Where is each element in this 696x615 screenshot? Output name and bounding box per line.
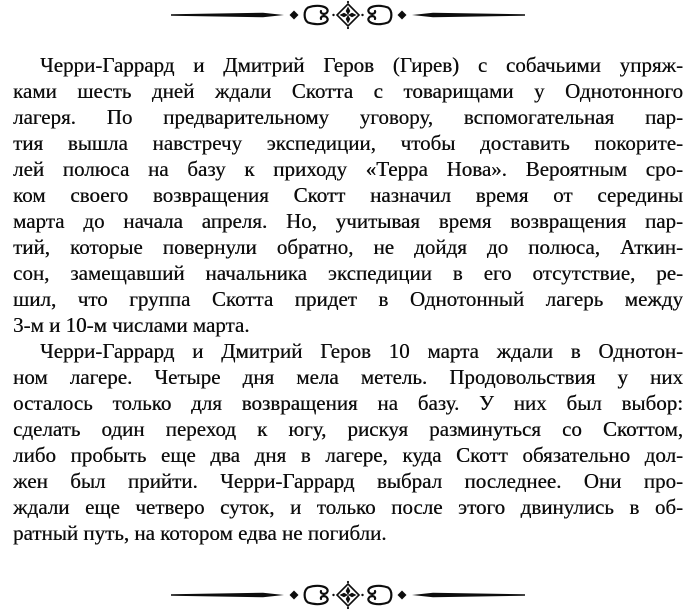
- text-line: ном лагере. Четыре дня мела метель. Продовольствия у них: [13, 365, 683, 389]
- fleuron-divider-icon: [168, 0, 528, 30]
- text-line: либо пробыть еще два дня в лагере, куда Скотт обязательно дол-: [13, 443, 683, 467]
- text-line: шил, что группа Скотта придет в Однотонный лагерь между: [13, 287, 683, 311]
- text-line: марта до начала апреля. Но, учитывая время возвращения пар-: [13, 209, 683, 233]
- text-line: сделать один переход к югу, рискуя разминуться со Скоттом,: [13, 417, 683, 441]
- text-line: ками шесть дней ждали Скотта с товарищами у Однотонного: [13, 79, 683, 103]
- text-line: ждали еще четверо суток, и только после этого двинулись в об-: [13, 495, 683, 519]
- text-line: тия вышла навстречу экспедиции, чтобы доставить покорите-: [13, 131, 683, 155]
- text-line: осталось только для возвращения на базу. У них был выбор:: [13, 391, 683, 415]
- text-line: ком своего возвращения Скотт назначил время от середины: [13, 183, 683, 207]
- text-line: ратный путь, на котором едва не погибли.: [13, 521, 387, 545]
- text-line: 3-м и 10-м числами марта.: [13, 313, 250, 337]
- body-text: [13, 52, 683, 546]
- text-line: Черри-Гаррард и Дмитрий Геров 10 марта ждали в Однотон-: [40, 339, 683, 363]
- text-line: лей полюса на базу к приходу «Терра Нова». Вероятным сро-: [13, 157, 683, 181]
- divider-ornament-bottom: [168, 580, 528, 610]
- text-line: тий, которые повернули обратно, не дойдя до полюса, Аткин-: [13, 235, 683, 259]
- text-line: сон, замещавший начальника экспедиции в его отсутствие, ре-: [13, 261, 683, 285]
- fleuron-divider-icon: [168, 580, 528, 610]
- divider-ornament-top: [168, 0, 528, 30]
- text-line: Черри-Гаррард и Дмитрий Геров (Гирев) с собачьими упряж-: [40, 53, 683, 77]
- text-line: лагеря. По предварительному уговору, вспомогательная пар-: [13, 105, 683, 129]
- text-line: жен был прийти. Черри-Гаррард выбрал последнее. Они про-: [13, 469, 683, 493]
